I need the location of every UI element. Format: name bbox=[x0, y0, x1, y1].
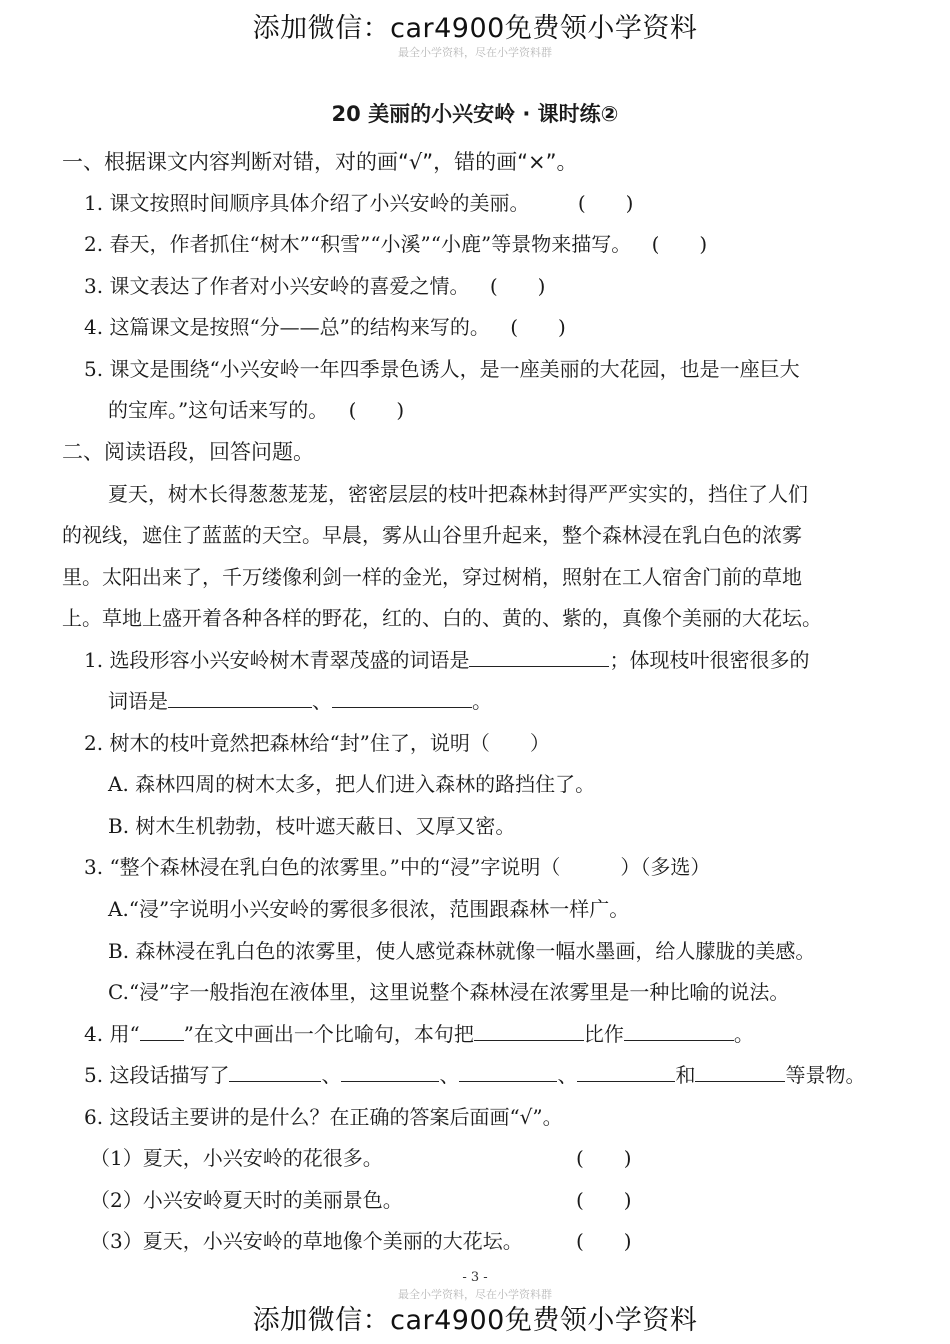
q1-end: 。 bbox=[472, 689, 492, 713]
q4-blank-2[interactable] bbox=[474, 1020, 584, 1041]
s1-item-1-answer[interactable]: ( ) bbox=[577, 191, 634, 215]
page-title: 20 美丽的小兴安岭 · 课时练② bbox=[331, 102, 619, 126]
q2: 2. 树木的枝叶竟然把森林给“封”住了，说明（ ） bbox=[84, 731, 550, 755]
q6-option-2 bbox=[90, 1186, 403, 1214]
q4-end: 。 bbox=[733, 1022, 754, 1046]
q5-sep-1: 、 bbox=[321, 1063, 342, 1087]
q1-sep: 、 bbox=[312, 689, 332, 713]
s1-item-5-cont bbox=[108, 396, 404, 424]
q1-text-c: 词语是 bbox=[108, 689, 168, 713]
q1-cont bbox=[108, 687, 492, 715]
q6-option-1-text: （1）夏天，小兴安岭的花很多。 bbox=[90, 1146, 383, 1170]
q6-option-3 bbox=[90, 1227, 523, 1255]
q4-text-b: ”在文中画出一个比喻句，本句把 bbox=[183, 1022, 474, 1046]
section2-heading: 二、阅读语段，回答问题。 bbox=[62, 440, 314, 464]
s1-item-5-cont-text: 的宝库。”这句话来写的。 bbox=[108, 398, 329, 422]
s1-item-2 bbox=[84, 230, 707, 258]
q5-end: 等景物。 bbox=[785, 1063, 866, 1087]
s1-item-4-answer[interactable]: ( ) bbox=[510, 315, 566, 339]
q5-blank-1[interactable] bbox=[229, 1061, 321, 1082]
passage-line-4: 上。草地上盛开着各种各样的野花，红的、白的、黄的、紫的，真像个美丽的大花坛。 bbox=[62, 606, 822, 630]
q2-option-b: B. 树木生机勃勃，枝叶遮天蔽日、又厚又密。 bbox=[108, 814, 516, 838]
q1-blank-2[interactable] bbox=[168, 687, 312, 708]
s1-item-4-text: 4. 这篇课文是按照“分——总”的结构来写的。 bbox=[84, 315, 490, 339]
passage-line-1: 夏天，树木长得葱葱茏茏，密密层层的枝叶把森林封得严严实实的，挡住了人们 bbox=[108, 482, 808, 506]
q4-blank-3[interactable] bbox=[624, 1020, 734, 1041]
s1-item-5-text: 5. 课文是围绕“小兴安岭一年四季景色诱人，是一座美丽的大花园，也是一座巨大 bbox=[84, 357, 800, 381]
s1-item-1-text: 1. 课文按照时间顺序具体介绍了小兴安岭的美丽。 bbox=[84, 191, 530, 215]
q3-option-c: C.“浸”字一般指泡在液体里，这里说整个森林浸在浓雾里是一种比喻的说法。 bbox=[108, 980, 790, 1004]
s1-item-5-answer[interactable]: ( ) bbox=[348, 398, 405, 422]
passage-line-2: 的视线，遮住了蓝蓝的天空。早晨，雾从山谷里升起来，整个森林浸在乳白色的浓雾 bbox=[62, 523, 802, 547]
s1-item-3-text: 3. 课文表达了作者对小兴安岭的喜爱之情。 bbox=[84, 274, 470, 298]
s1-item-3 bbox=[84, 272, 545, 300]
q1-text-a: 1. 选段形容小兴安岭树木青翠茂盛的词语是 bbox=[84, 648, 470, 672]
faint-footer-text: 最全小学资料，尽在小学资料群 bbox=[398, 1288, 552, 1301]
s1-item-2-answer[interactable]: ( ) bbox=[651, 232, 708, 256]
q6-option-1 bbox=[90, 1144, 383, 1172]
q5-blank-4[interactable] bbox=[577, 1061, 675, 1082]
q3-option-b: B. 森林浸在乳白色的浓雾里，使人感觉森林就像一幅水墨画，给人朦胧的美感。 bbox=[108, 939, 816, 963]
q1-blank-1[interactable] bbox=[469, 646, 609, 667]
q3: 3. “整个森林浸在乳白色的浓雾里。”中的“浸”字说明（ ）（多选） bbox=[84, 855, 711, 879]
q4-blank-1[interactable] bbox=[140, 1020, 184, 1041]
faint-header-text: 最全小学资料，尽在小学资料群 bbox=[398, 46, 552, 59]
q1-text-b: ；体现枝叶很密很多的 bbox=[609, 648, 810, 672]
watermark-top: 添加微信：car4900免费领小学资料 bbox=[252, 13, 698, 44]
q6-option-2-text: （2）小兴安岭夏天时的美丽景色。 bbox=[90, 1188, 403, 1212]
s1-item-4 bbox=[84, 313, 566, 341]
q5-sep-2: 、 bbox=[439, 1063, 460, 1087]
passage-line-3: 里。太阳出来了，千万缕像利剑一样的金光，穿过树梢，照射在工人宿舍门前的草地 bbox=[62, 565, 802, 589]
q4 bbox=[84, 1020, 754, 1048]
s1-item-5 bbox=[84, 355, 800, 383]
q1 bbox=[84, 646, 809, 674]
q2-option-a: A. 森林四周的树木太多，把人们进入森林的路挡住了。 bbox=[108, 772, 596, 796]
q5 bbox=[84, 1061, 865, 1089]
q6-option-1-answer[interactable]: ( ) bbox=[576, 1146, 632, 1170]
watermark-bottom: 添加微信：car4900免费领小学资料 bbox=[252, 1305, 698, 1336]
q4-text-c: 比作 bbox=[583, 1022, 624, 1046]
q5-and: 和 bbox=[675, 1063, 696, 1087]
q5-blank-2[interactable] bbox=[341, 1061, 439, 1082]
q5-blank-5[interactable] bbox=[695, 1061, 785, 1082]
section1-heading: 一、根据课文内容判断对错，对的画“√”，错的画“×”。 bbox=[62, 150, 578, 174]
q4-text-a: 4. 用“ bbox=[84, 1022, 140, 1046]
q5-sep-3: 、 bbox=[557, 1063, 578, 1087]
q3-option-a: A.“浸”字说明小兴安岭的雾很多很浓，范围跟森林一样广。 bbox=[108, 897, 630, 921]
q1-blank-3[interactable] bbox=[332, 687, 472, 708]
page-number: - 3 - bbox=[462, 1270, 488, 1285]
s1-item-1 bbox=[84, 189, 633, 217]
s1-item-2-text: 2. 春天，作者抓住“树木”“积雪”“小溪”“小鹿”等景物来描写。 bbox=[84, 232, 632, 256]
q6: 6. 这段话主要讲的是什么？在正确的答案后面画“√”。 bbox=[84, 1105, 563, 1129]
q6-option-3-text: （3）夏天，小兴安岭的草地像个美丽的大花坛。 bbox=[90, 1229, 523, 1253]
q5-blank-3[interactable] bbox=[459, 1061, 557, 1082]
q6-option-2-answer[interactable]: ( ) bbox=[576, 1188, 632, 1212]
q6-option-3-answer[interactable]: ( ) bbox=[576, 1229, 632, 1253]
s1-item-3-answer[interactable]: ( ) bbox=[489, 274, 546, 298]
q5-text-a: 5. 这段话描写了 bbox=[84, 1063, 230, 1087]
